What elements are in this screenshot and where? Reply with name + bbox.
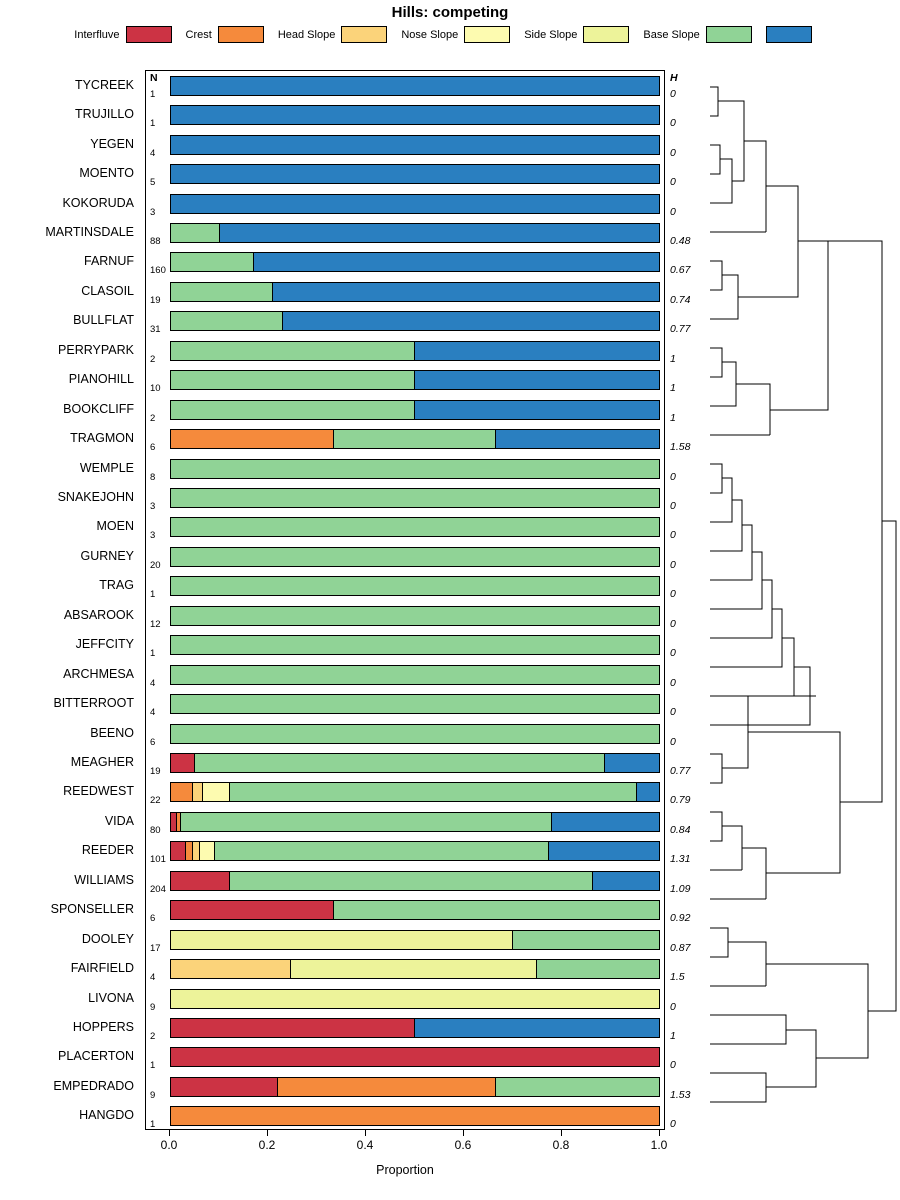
h-value: 0 [670, 1059, 676, 1072]
bar-segment [171, 224, 220, 242]
category-label: PERRYPARK [58, 342, 134, 357]
stacked-bar [170, 989, 660, 1009]
bar-segment [171, 931, 513, 949]
stacked-bar [170, 459, 660, 479]
legend-swatch [766, 26, 812, 43]
legend-swatch [218, 26, 264, 43]
h-value: 0 [670, 1118, 676, 1131]
n-value: 20 [150, 559, 161, 571]
legend-item [643, 26, 751, 43]
bar-segment [171, 1078, 278, 1096]
category-label: SPONSELLER [50, 902, 134, 917]
bar-segment [496, 430, 659, 448]
n-value: 4 [150, 677, 156, 689]
bar-segment [171, 990, 659, 1008]
h-value: 0 [670, 176, 676, 189]
h-value: 0 [670, 676, 676, 689]
n-value: 4 [150, 972, 156, 984]
stacked-bar [170, 1047, 660, 1067]
legend-item [74, 26, 171, 43]
h-value: 0 [670, 205, 676, 218]
category-label: CLASOIL [81, 283, 134, 298]
n-value: 1 [150, 648, 156, 660]
bar-segment [215, 842, 549, 860]
stacked-bar [170, 400, 660, 420]
stacked-bar [170, 900, 660, 920]
bar-segment [334, 430, 495, 448]
chart-title: Hills: competing [391, 4, 509, 21]
bar-segment [283, 312, 659, 330]
category-label: LIVONA [88, 990, 134, 1005]
legend-label: Nose Slope [401, 28, 459, 41]
axis-tick-label: 0.2 [258, 1138, 276, 1152]
category-label: REEDER [81, 843, 134, 858]
bar-segment [171, 77, 659, 95]
bar-segment [171, 1107, 659, 1125]
stacked-bar [170, 576, 660, 596]
bar-segment [291, 960, 537, 978]
h-value: 0 [670, 588, 676, 601]
bar-segment [230, 783, 637, 801]
stacked-bar-plot-area [145, 70, 665, 1130]
category-label: MARTINSDALE [45, 224, 134, 239]
category-label: TYCREEK [74, 77, 134, 92]
category-label: GURNEY [80, 548, 134, 563]
n-value: 12 [150, 618, 161, 630]
bar-segment [171, 430, 334, 448]
bar-segment [171, 136, 659, 154]
stacked-bar [170, 606, 660, 626]
bar-segment [171, 1048, 659, 1066]
n-value: 80 [150, 824, 161, 836]
stacked-bar [170, 782, 660, 802]
h-value: 0.87 [670, 941, 691, 954]
legend-label: Crest [185, 28, 212, 41]
bar-segment [193, 842, 200, 860]
category-label: FAIRFIELD [70, 961, 134, 976]
stacked-bar [170, 841, 660, 861]
stacked-bar [170, 665, 660, 685]
stacked-bar [170, 694, 660, 714]
h-value: 0 [670, 87, 676, 100]
category-axis-labels [0, 70, 140, 1130]
n-value: 5 [150, 177, 156, 189]
n-value: 1 [150, 88, 156, 100]
stacked-bar [170, 753, 660, 773]
bar-segment [171, 195, 659, 213]
bar-segment [171, 754, 195, 772]
n-value: 3 [150, 206, 156, 218]
stacked-bar [170, 311, 660, 331]
h-value: 0.67 [670, 264, 691, 277]
bar-segment [171, 489, 659, 507]
bar-segment [200, 842, 215, 860]
axis-tick [267, 1130, 268, 1136]
n-value: 1 [150, 1060, 156, 1072]
h-value: 1.31 [670, 853, 691, 866]
legend-label: Interfluve [74, 28, 120, 41]
legend-item [766, 26, 812, 43]
bar-segment [171, 342, 415, 360]
h-value: 0.92 [670, 912, 691, 925]
bar-segment [186, 842, 193, 860]
bar-segment [203, 783, 230, 801]
bar-segment [513, 931, 659, 949]
n-value: 2 [150, 412, 156, 424]
bar-segment [230, 872, 594, 890]
h-value: 0 [670, 1000, 676, 1013]
bar-segment [496, 1078, 659, 1096]
bar-segment [334, 901, 659, 919]
bar-segment [171, 695, 659, 713]
bar-segment [171, 1019, 415, 1037]
bar-segment [273, 283, 659, 301]
stacked-bar [170, 282, 660, 302]
h-value: 0.77 [670, 323, 691, 336]
stacked-bar [170, 194, 660, 214]
bar-segment [171, 725, 659, 743]
bar-segment [171, 960, 291, 978]
h-value: 0.84 [670, 823, 691, 836]
bar-segment [171, 901, 334, 919]
stacked-bar [170, 812, 660, 832]
bar-segment [278, 1078, 495, 1096]
category-label: YEGEN [90, 136, 134, 151]
axis-tick [561, 1130, 562, 1136]
n-value: 31 [150, 324, 161, 336]
h-value: 0 [670, 558, 676, 571]
stacked-bar [170, 341, 660, 361]
stacked-bar [170, 252, 660, 272]
legend-item [186, 26, 264, 43]
stacked-bar [170, 76, 660, 96]
n-value: 160 [150, 265, 166, 277]
h-value: 0 [670, 499, 676, 512]
h-value: 0 [670, 735, 676, 748]
category-label: MEAGHER [70, 754, 134, 769]
bar-segment [415, 401, 659, 419]
category-label: MOENTO [79, 166, 134, 181]
h-value: 0 [670, 529, 676, 542]
n-value: 101 [150, 854, 166, 866]
stacked-bar [170, 517, 660, 537]
bar-segment [415, 342, 659, 360]
axis-tick [169, 1130, 170, 1136]
n-value: 9 [150, 1001, 156, 1013]
bar-segment [171, 842, 186, 860]
stacked-bar [170, 135, 660, 155]
h-value: 1 [670, 411, 676, 424]
category-label: SNAKEJOHN [57, 489, 134, 504]
axis-tick-label: 1.0 [650, 1138, 668, 1152]
n-value: 6 [150, 736, 156, 748]
category-label: MOEN [96, 519, 134, 534]
legend-item [278, 26, 388, 43]
bar-segment [537, 960, 659, 978]
bar-segment [171, 312, 283, 330]
axis-tick [463, 1130, 464, 1136]
n-value: 19 [150, 765, 161, 777]
h-value: 1 [670, 1029, 676, 1042]
legend-swatch [583, 26, 629, 43]
n-value: 6 [150, 442, 156, 454]
legend-label: Base Slope [643, 28, 700, 41]
h-value: 1.5 [670, 971, 685, 984]
n-value: 88 [150, 235, 161, 247]
bar-segment [171, 165, 659, 183]
axis-tick [659, 1130, 660, 1136]
category-label: BITTERROOT [53, 696, 134, 711]
h-value: 1.09 [670, 882, 691, 895]
n-value: 17 [150, 942, 161, 954]
bar-segment [171, 607, 659, 625]
axis-tick-label: 0.0 [160, 1138, 178, 1152]
category-label: EMPEDRADO [53, 1078, 134, 1093]
stacked-bar [170, 959, 660, 979]
category-label: PLACERTON [58, 1049, 134, 1064]
h-value: 0.79 [670, 794, 691, 807]
stacked-bar [170, 223, 660, 243]
n-value: 2 [150, 353, 156, 365]
stacked-bar [170, 370, 660, 390]
h-value: 0.48 [670, 234, 691, 247]
bar-segment [605, 754, 659, 772]
h-value: 0 [670, 117, 676, 130]
n-column-header: N [150, 72, 158, 84]
bar-segment [171, 518, 659, 536]
stacked-bar [170, 1106, 660, 1126]
category-label: WEMPLE [79, 460, 134, 475]
bar-segment [552, 813, 659, 831]
bar-segment [171, 636, 659, 654]
stacked-bar [170, 1018, 660, 1038]
category-label: KOKORUDA [62, 195, 134, 210]
stacked-bar [170, 930, 660, 950]
stacked-bar [170, 547, 660, 567]
h-value: 0 [670, 146, 676, 159]
bar-segment [171, 783, 193, 801]
bar-segment [220, 224, 659, 242]
chart-legend [0, 26, 900, 43]
h-value: 0 [670, 706, 676, 719]
bar-segment [195, 754, 605, 772]
h-value: 1.53 [670, 1088, 691, 1101]
stacked-bar [170, 429, 660, 449]
n-value: 9 [150, 1089, 156, 1101]
axis-tick-label: 0.4 [356, 1138, 374, 1152]
axis-tick-label: 0.8 [552, 1138, 570, 1152]
stacked-bar [170, 105, 660, 125]
h-value: 1.58 [670, 441, 691, 454]
category-label: ABSAROOK [63, 607, 134, 622]
h-value: 1 [670, 382, 676, 395]
legend-item [524, 26, 629, 43]
bar-segment [171, 106, 659, 124]
h-column-header: H [670, 72, 678, 84]
category-label: TRAGMON [70, 431, 134, 446]
category-label: HOPPERS [72, 1019, 134, 1034]
x-axis-label: Proportion [376, 1163, 434, 1177]
stacked-bar [170, 635, 660, 655]
bar-segment [171, 460, 659, 478]
category-label: BOOKCLIFF [63, 401, 134, 416]
category-label: ARCHMESA [63, 666, 134, 681]
stacked-bar [170, 488, 660, 508]
category-label: HANGDO [79, 1108, 134, 1123]
legend-swatch [706, 26, 752, 43]
n-value: 22 [150, 795, 161, 807]
bar-segment [415, 371, 659, 389]
stacked-bar [170, 724, 660, 744]
category-label: JEFFCITY [75, 637, 134, 652]
category-label: DOOLEY [81, 931, 134, 946]
stacked-bar [170, 164, 660, 184]
category-label: BULLFLAT [73, 313, 134, 328]
legend-label: Head Slope [277, 28, 336, 41]
bar-segment [193, 783, 203, 801]
bar-segment [549, 842, 659, 860]
category-label: FARNUF [84, 254, 134, 269]
bar-segment [415, 1019, 659, 1037]
n-value: 3 [150, 530, 156, 542]
legend-swatch [341, 26, 387, 43]
n-value: 10 [150, 383, 161, 395]
category-label: VIDA [104, 813, 134, 828]
n-value: 8 [150, 471, 156, 483]
h-value: 0 [670, 647, 676, 660]
bar-segment [171, 253, 254, 271]
n-value: 1 [150, 589, 156, 601]
category-label: TRAG [99, 578, 134, 593]
bar-segment [181, 813, 552, 831]
axis-tick-label: 0.6 [454, 1138, 472, 1152]
bar-segment [171, 371, 415, 389]
bar-segment [171, 548, 659, 566]
legend-label: Side Slope [524, 28, 578, 41]
bar-segment [593, 872, 659, 890]
stacked-bar [170, 871, 660, 891]
n-value: 4 [150, 147, 156, 159]
legend-swatch [126, 26, 172, 43]
bar-segment [171, 283, 273, 301]
bar-segment [254, 253, 659, 271]
category-label: PIANOHILL [68, 372, 134, 387]
h-value: 1 [670, 352, 676, 365]
h-value: 0 [670, 470, 676, 483]
legend-swatch [464, 26, 510, 43]
category-label: WILLIAMS [74, 872, 134, 887]
n-value: 1 [150, 1119, 156, 1131]
bar-segment [171, 401, 415, 419]
bar-segment [637, 783, 659, 801]
axis-tick [365, 1130, 366, 1136]
h-value: 0.77 [670, 764, 691, 777]
n-value: 19 [150, 294, 161, 306]
n-value: 4 [150, 707, 156, 719]
n-value: 6 [150, 913, 156, 925]
n-value: 1 [150, 118, 156, 130]
stacked-bar [170, 1077, 660, 1097]
category-label: BEENO [90, 725, 134, 740]
n-value: 204 [150, 883, 166, 895]
category-label: REEDWEST [63, 784, 134, 799]
category-label: TRUJILLO [74, 107, 134, 122]
bar-segment [171, 872, 230, 890]
n-value: 2 [150, 1030, 156, 1042]
legend-item [401, 26, 510, 43]
bar-segment [171, 666, 659, 684]
h-value: 0.74 [670, 293, 691, 306]
bar-segment [171, 577, 659, 595]
h-value: 0 [670, 617, 676, 630]
dendrogram [670, 70, 900, 1130]
n-value: 3 [150, 500, 156, 512]
